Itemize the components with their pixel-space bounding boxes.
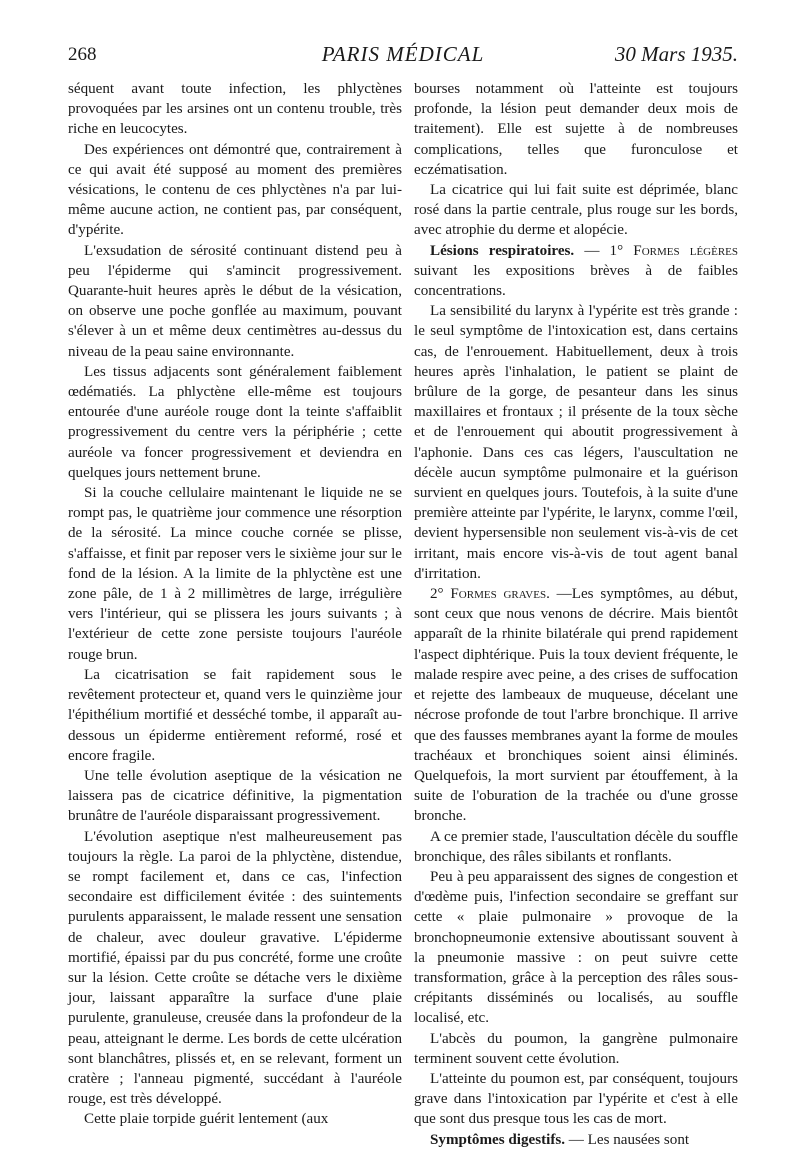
section-number: — 1° (574, 242, 634, 259)
paragraph: Cette plaie torpide guérit lentement (aux (84, 1111, 329, 1128)
subsection-title: Formes légères (633, 242, 739, 259)
paragraph: La cicatrice qui lui fait suite est déprimée, blanc rosé dans la partie centrale, plus rouge sur les bords, avec atrophie du derme et alopécie. (414, 182, 738, 239)
section-paragraph-respiratory (414, 241, 738, 302)
right-column (414, 79, 738, 1150)
subsection-title: Formes graves. (450, 586, 550, 603)
paragraph: L'abcès du poumon, la gangrène pulmonaire terminent souvent cette évolution. (414, 1030, 738, 1067)
section-paragraph-digestive (414, 1130, 738, 1150)
paragraph: A ce premier stade, l'auscultation décèle du souffle bronchique, des râles sibilants et ronflants. (414, 828, 738, 865)
page-header (68, 40, 738, 74)
paragraph-text: —Les symptômes, au début, sont ceux que nous venons de décrire. Mais bientôt apparaît de la rhinite bilatérale qui prend rapidement l'aspect diphtérique. Puis la toux devient fréquente, le malade respire avec peine, a des crises de suffocation et rejette des lambeaux de muqueuse, décelant une nécrose profonde de tout l'arbre bronchique. Il arrive que des fausses membranes ayant la forme de moules trachéaux et bronchiques soient ainsi éliminés. Quelquefois, la mort survient par étouffement, à la suite de l'oburation de la trachée ou d'une grosse bronche. (414, 586, 738, 825)
journal-title: PARIS MÉDICAL (321, 42, 485, 66)
page-number: 268 (68, 44, 97, 65)
paragraph: Les tissus adjacents sont généralement faiblement œdématiés. La phlyctène elle-même est toujours entourée d'une auréole rouge dont la teinte s'affaiblit progressivement du centre vers la périphérie ; cette auréole va foncer progressivement et deviendra en quelques jours nettement brune. (68, 363, 402, 481)
paragraph-text: suivant les expositions brèves à de faibles concentrations. (414, 262, 738, 300)
left-column (68, 79, 402, 1130)
issue-date: 30 Mars 1935. (614, 42, 738, 66)
paragraph: L'atteinte du poumon est, par conséquent, toujours grave dans l'intoxication par l'ypérite et c'est à elle que sont dus presque tous les cas de mort. (414, 1070, 738, 1128)
section-heading: Lésions respiratoires. (430, 242, 575, 259)
paragraph: La cicatrisation se fait rapidement sous le revêtement protecteur et, quand vers le quinzième jour l'épithélium mortifié et desséché tombe, il apparaît au-dessous un épiderme entièrement reformé, rosé et encore fragile. (68, 666, 402, 764)
paragraph: Des expériences ont démontré que, contrairement à ce qui avait été supposé au moment des premières vésications, le contenu de ces phlyctènes n'a par lui-même aucune action, ne contient pas, par conséquent, d'ypérite. (68, 141, 402, 239)
paragraph: séquent avant toute infection, les phlyctènes provoquées par les arsines ont un contenu trouble, très riche en leucocytes. (68, 81, 402, 138)
paragraph: L'exsudation de sérosité continuant distend peu à peu l'épiderme qui s'amincit progressivement. Quarante-huit heures après le début de la vésication, on observe une poche gonflée au maximum, pouvant s'élever à un et même deux centimètres au-dessus du niveau de la peau saine environnante. (68, 242, 402, 360)
paragraph: Peu à peu apparaissent des signes de congestion et d'œdème puis, l'infection secondaire se greffant sur cette « plaie pulmonaire » provoque de la bronchopneumonie extensive aboutissant souvent à la pneumonie massive : on peut suivre cette transformation, grâce à la perception des râles sous-crépitants disséminés ou localisés, au souffle localisé, etc. (414, 868, 738, 1027)
subsection-paragraph-severe (414, 584, 738, 826)
section-heading: Symptômes digestifs. (430, 1131, 566, 1148)
paragraph: Si la couche cellulaire maintenant le liquide ne se rompt pas, le quatrième jour commence une résorption de la sérosité. La mince couche cornée se plisse, s'affaisse, et finit par reposer vers le sixième jour sur le fond de la lésion. A la limite de la phlyctène est une zone pâle, de 1 à 2 millimètres de large, irrégulière vers l'intérieur, qui se plissera les jours suivants ; à l'extérieur de cette zone persiste toujours l'auréole rouge brun. (68, 485, 402, 663)
paragraph: bourses notamment où l'atteinte est toujours profonde, la lésion peut demander deux mois de traitement). Elle est sujette à de nombreuses complications, telles que furonculose et eczématisation. (414, 81, 738, 178)
paragraph: Une telle évolution aseptique de la vésication ne laissera pas de cicatrice définitive, la pigmentation brunâtre de l'auréole disparaissant progressivement. (68, 767, 402, 825)
paragraph: L'évolution aseptique n'est malheureusement pas toujours la règle. La paroi de la phlyctène, distendue, se rompt facilement et, dans ce cas, l'infection secondaire est difficilement évitée : des suintements purulents apparaissent, le malade ressent une sensation de chaleur, avec douleur gravative. L'épiderme mortifié, épaissi par du pus concrété, forme une croûte sur la lésion. Cette croûte se détache vers le dixième jour, laissant apparaître la surface d'une plaie purulente, granuleuse, creusée dans la profondeur de la peau, atteignant le derme. Les bords de cette ulcération sont blanchâtres, plissés et, en se relevant, forment un cratère ; l'anneau pigmenté, succédant à l'auréole rouge, est très développé. (68, 828, 402, 1108)
paragraph-text: — Les nausées sont (565, 1131, 690, 1148)
paragraph: La sensibilité du larynx à l'ypérite est très grande : le seul symptôme de l'intoxication est, dans certains cas, de l'enrouement. Habituellement, deux à trois heures après l'inhalation, le patient se plaint de brûlure de la gorge, de pesanteur dans les sinus maxillaires et frontaux ; il présente de la toux sèche et de l'enrouement qui aboutit progressivement à l'aphonie. Dans ces cas légers, l'auscultation ne décèle aucun symptôme pulmonaire et la guérison survient en quelques jours. Toutefois, à la suite d'une première atteinte par l'ypérite, le larynx, comme l'œil, devient hypersensible non seulement vis-à-vis de cet irritant, mais encore vis-à-vis de tout agent banal d'irritation. (414, 303, 738, 582)
subsection-number: 2° (430, 586, 451, 603)
